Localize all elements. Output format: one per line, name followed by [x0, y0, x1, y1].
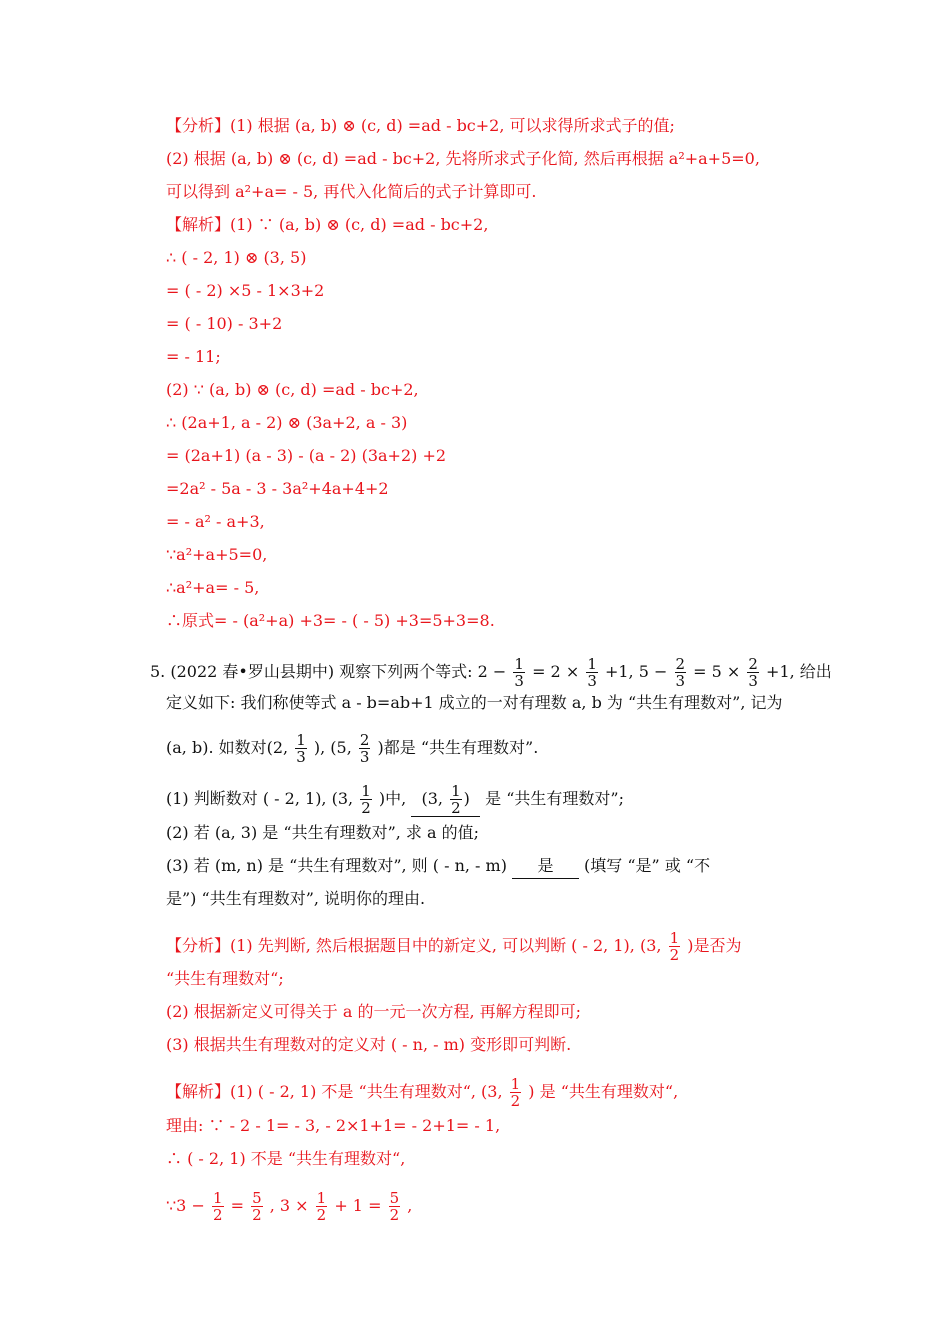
p4-solution-7: ∴ (2a+1, a - 2) ⊗ (3a+2, a - 3) — [166, 413, 408, 432]
p5-question-line3: (a, b). 如数对(2, $\frac{1}{3}$ ), (5, $\frac{2}{3}$ )都是 “共生有理数对”. — [166, 731, 539, 766]
p5-question-line2: 定义如下: 我们称使等式 a - b=ab+1 成立的一对有理数 a, b 为 “共生有理数对”, 记为 — [166, 693, 783, 712]
fraction-1-2c: $\frac{1}{2}$ — [669, 929, 680, 964]
p4-solution-8: = (2a+1) (a - 3) - (a - 2) (3a+2) +2 — [166, 446, 447, 465]
p4-solution-10: = - a² - a+3, — [166, 512, 265, 531]
p5-solution-4: ∵3 − $\frac{1}{2}$ = $\frac{5}{2}$ , 3 × $\frac{1}{2}$ + 1 = $\frac{5}{2}$ , — [166, 1189, 413, 1224]
p5-solution-2: 理由: ∵ - 2 - 1= - 3, - 2×1+1= - 2+1= - 1, — [166, 1116, 501, 1135]
p5-analysis-1: 【分析】(1) 先判断, 然后根据题目中的新定义, 可以判断 ( - 2, 1), (3, $\frac{1}{2}$ )是否为 — [166, 929, 742, 964]
fraction-1-3: $\frac{1}{3}$ — [514, 655, 524, 690]
p5-solution-1: 【解析】(1) ( - 2, 1) 不是 “共生有理数对“, (3, $\frac{1}{2}$ ) 是 “共生有理数对“, — [166, 1075, 679, 1110]
p5-sub1: (1) 判断数对 ( - 2, 1), (3, $\frac{1}{2}$ )中, (3, $\frac{1}{2}$ ) 是 “共生有理数对”; — [166, 782, 624, 817]
p4-analysis-3: 可以得到 a²+a= - 5, 再代入化简后的式子计算即可. — [166, 182, 537, 201]
fraction-1-3c: $\frac{1}{3}$ — [296, 731, 306, 766]
fraction-1-2f: $\frac{1}{2}$ — [316, 1189, 327, 1224]
fraction-2-3b: $\frac{2}{3}$ — [748, 655, 758, 690]
fraction-1-3b: $\frac{1}{3}$ — [587, 655, 597, 690]
fraction-1-2d: $\frac{1}{2}$ — [510, 1075, 521, 1110]
fraction-1-2e: $\frac{1}{2}$ — [212, 1189, 223, 1224]
p5-sub3: (3) 若 (m, n) 是 “共生有理数对”, 则 ( - n, - m) 是 (填写 “是” 或 “不 — [166, 854, 710, 879]
fraction-1-2b: $\frac{1}{2}$ — [451, 782, 461, 817]
p4-analysis-2: (2) 根据 (a, b) ⊗ (c, d) =ad - bc+2, 先将所求式子化简, 然后再根据 a²+a+5=0, — [166, 149, 760, 168]
fraction-5-2: $\frac{5}{2}$ — [252, 1189, 262, 1224]
p4-solution-2: ∴ ( - 2, 1) ⊗ (3, 5) — [166, 248, 307, 267]
p4-solution-13: ∴原式= - (a²+a) +3= - ( - 5) +3=5+3=8. — [166, 611, 495, 630]
p4-solution-4: = ( - 10) - 3+2 — [166, 314, 283, 333]
p4-analysis-1: 【分析】(1) 根据 (a, b) ⊗ (c, d) =ad - bc+2, 可以求得所求式子的值; — [166, 116, 675, 135]
p5-sub3-cont: 是”) “共生有理数对”, 说明你的理由. — [166, 889, 426, 908]
p5-analysis-4: (3) 根据共生有理数对的定义对 ( - n, - m) 变形即可判断. — [166, 1035, 572, 1054]
fraction-5-2b: $\frac{5}{2}$ — [389, 1189, 400, 1224]
p5-solution-3: ∴ ( - 2, 1) 不是 “共生有理数对“, — [166, 1149, 406, 1168]
p4-solution-5: = - 11; — [166, 347, 221, 366]
p4-solution-6: (2) ∵ (a, b) ⊗ (c, d) =ad - bc+2, — [166, 380, 419, 399]
sub3-answer-blank: 是 — [512, 854, 579, 879]
p4-solution-3: = ( - 2) ×5 - 1×3+2 — [166, 281, 325, 300]
p5-question-line1: 5. (2022 春•罗山县期中) 观察下列两个等式: 2 − $\frac{1}{3}$ = 2 × $\frac{1}{3}$ +1, 5 − $\frac{2}{3}$ = 5 × $\frac{2}{3}$ +1, 给出 — [150, 655, 832, 690]
fraction-2-3c: $\frac{2}{3}$ — [359, 731, 370, 766]
fraction-1-2: $\frac{1}{2}$ — [361, 782, 371, 817]
p4-solution-12: ∴a²+a= - 5, — [166, 578, 260, 597]
p4-solution-1: 【解析】(1) ∵ (a, b) ⊗ (c, d) =ad - bc+2, — [166, 215, 489, 234]
fraction-2-3: $\frac{2}{3}$ — [675, 655, 686, 690]
p5-analysis-3: (2) 根据新定义可得关于 a 的一元一次方程, 再解方程即可; — [166, 1002, 582, 1021]
sub1-answer-blank: (3, $\frac{1}{2}$ ) — [411, 783, 480, 817]
p4-solution-9: =2a² - 5a - 3 - 3a²+4a+4+2 — [166, 479, 389, 498]
p4-solution-11: ∵a²+a+5=0, — [166, 545, 268, 564]
p5-sub2: (2) 若 (a, 3) 是 “共生有理数对”, 求 a 的值; — [166, 823, 480, 842]
p5-analysis-2: “共生有理数对“; — [166, 969, 284, 988]
